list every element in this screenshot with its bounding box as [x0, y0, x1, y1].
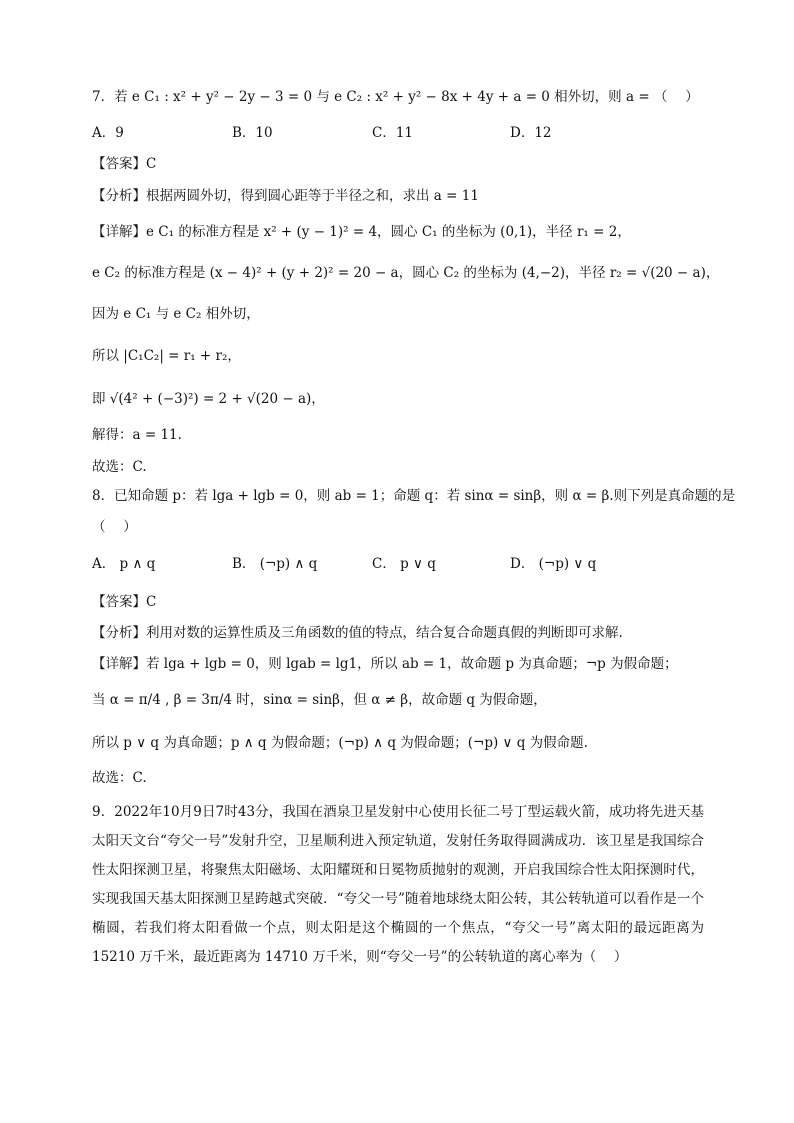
q8-stem-bracket: （ ） — [92, 519, 137, 535]
q7-option-b: B．10 — [232, 125, 273, 141]
q7-stem: 7．若 e C₁ : x² + y² − 2y − 3 = 0 与 e C₂ : x² + y² − 8x + 4y + a = 0 相外切，则 a = （ ） — [92, 89, 699, 105]
q7-answer: 【答案】C — [92, 156, 157, 172]
q7-option-c: C．11 — [372, 125, 414, 141]
q9-stem: 9．2022年10月9日7时43分，我国在酒泉卫星发射中心使用长征二号丁型运载火箭，成功将先进天基太阳天文台“夸父一号”发射升空，卫星顺利进入预定轨道，发射任务取得圆满成功．该卫星是我国综合性太阳探测卫星，将聚焦太阳磁场、太阳耀斑和日冕物质抛射的观测，开启我国综合性太阳探测时代，实现我国天基太阳探测卫星跨越式突破．“夸父一号”随着地球绕太阳公转，其公转轨道可以看作是一个椭圆，若我们将太阳看做一个点，则太阳是这个椭圆的一个焦点，“夸父一号”离太阳的最远距离为 15210 万千米，最近距离为 14710 万千米，则“夸父一号”的公转轨道的离心率为（ ） — [92, 804, 704, 965]
q7-analysis: 【分析】根据两圆外切，得到圆心距等于半径之和，求出 a = 11 — [92, 188, 479, 204]
q7-detail-line: e C₂ 的标准方程是 (x − 4)² + (y + 2)² = 20 − a，圆心 C₂ 的坐标为 (4,−2)，半径 r₂ = √(20 − a)， — [92, 265, 720, 281]
q7-detail-line: 故选：C. — [92, 459, 147, 475]
q8-detail-line: 当 α = π/4 , β = 3π/4 时，sinα = sinβ，但 α ≠ β，故命题 q 为假命题， — [92, 692, 547, 708]
q7-options — [92, 123, 712, 143]
q8-option-d: D． (¬p) ∨ q — [510, 556, 597, 572]
q7-detail-line: 因为 e C₁ 与 e C₂ 相外切， — [92, 306, 260, 322]
q8-options — [92, 554, 712, 574]
q8-detail-line: 所以 p ∨ q 为真命题；p ∧ q 为假命题；(¬p) ∧ q 为假命题；(¬p) ∨ q 为假命题. — [92, 735, 588, 751]
q8-detail-line: 【详解】若 lga + lgb = 0，则 lgab = lg1，所以 ab = 1，故命题 p 为真命题；¬p 为假命题； — [92, 656, 678, 672]
q7-detail-line: 即 √(4² + (−3)²) = 2 + √(20 − a)， — [92, 391, 325, 407]
q8-option-a: A． p ∧ q — [92, 556, 156, 572]
q8-stem: 8．已知命题 p：若 lga + lgb = 0，则 ab = 1；命题 q：若 sinα = sinβ，则 α = β.则下列是真命题的是 — [92, 488, 736, 504]
q8-answer: 【答案】C — [92, 594, 157, 610]
q8-option-b: B． (¬p) ∧ q — [232, 556, 318, 572]
q7-detail-line: 解得：a = 11. — [92, 427, 182, 443]
q8-option-c: C． p ∨ q — [372, 556, 436, 572]
q7-detail-line: 【详解】e C₁ 的标准方程是 x² + (y − 1)² = 4，圆心 C₁ 的坐标为 (0,1)，半径 r₁ = 2， — [92, 224, 631, 240]
q8-analysis: 【分析】利用对数的运算性质及三角函数的值的特点，结合复合命题真假的判断即可求解. — [92, 625, 623, 641]
q7-option-d: D．12 — [510, 125, 552, 141]
q7-option-a: A．9 — [92, 125, 124, 141]
q7-detail-line: 所以 |C₁C₂| = r₁ + r₂， — [92, 348, 241, 364]
q8-detail-line: 故选：C. — [92, 770, 147, 786]
